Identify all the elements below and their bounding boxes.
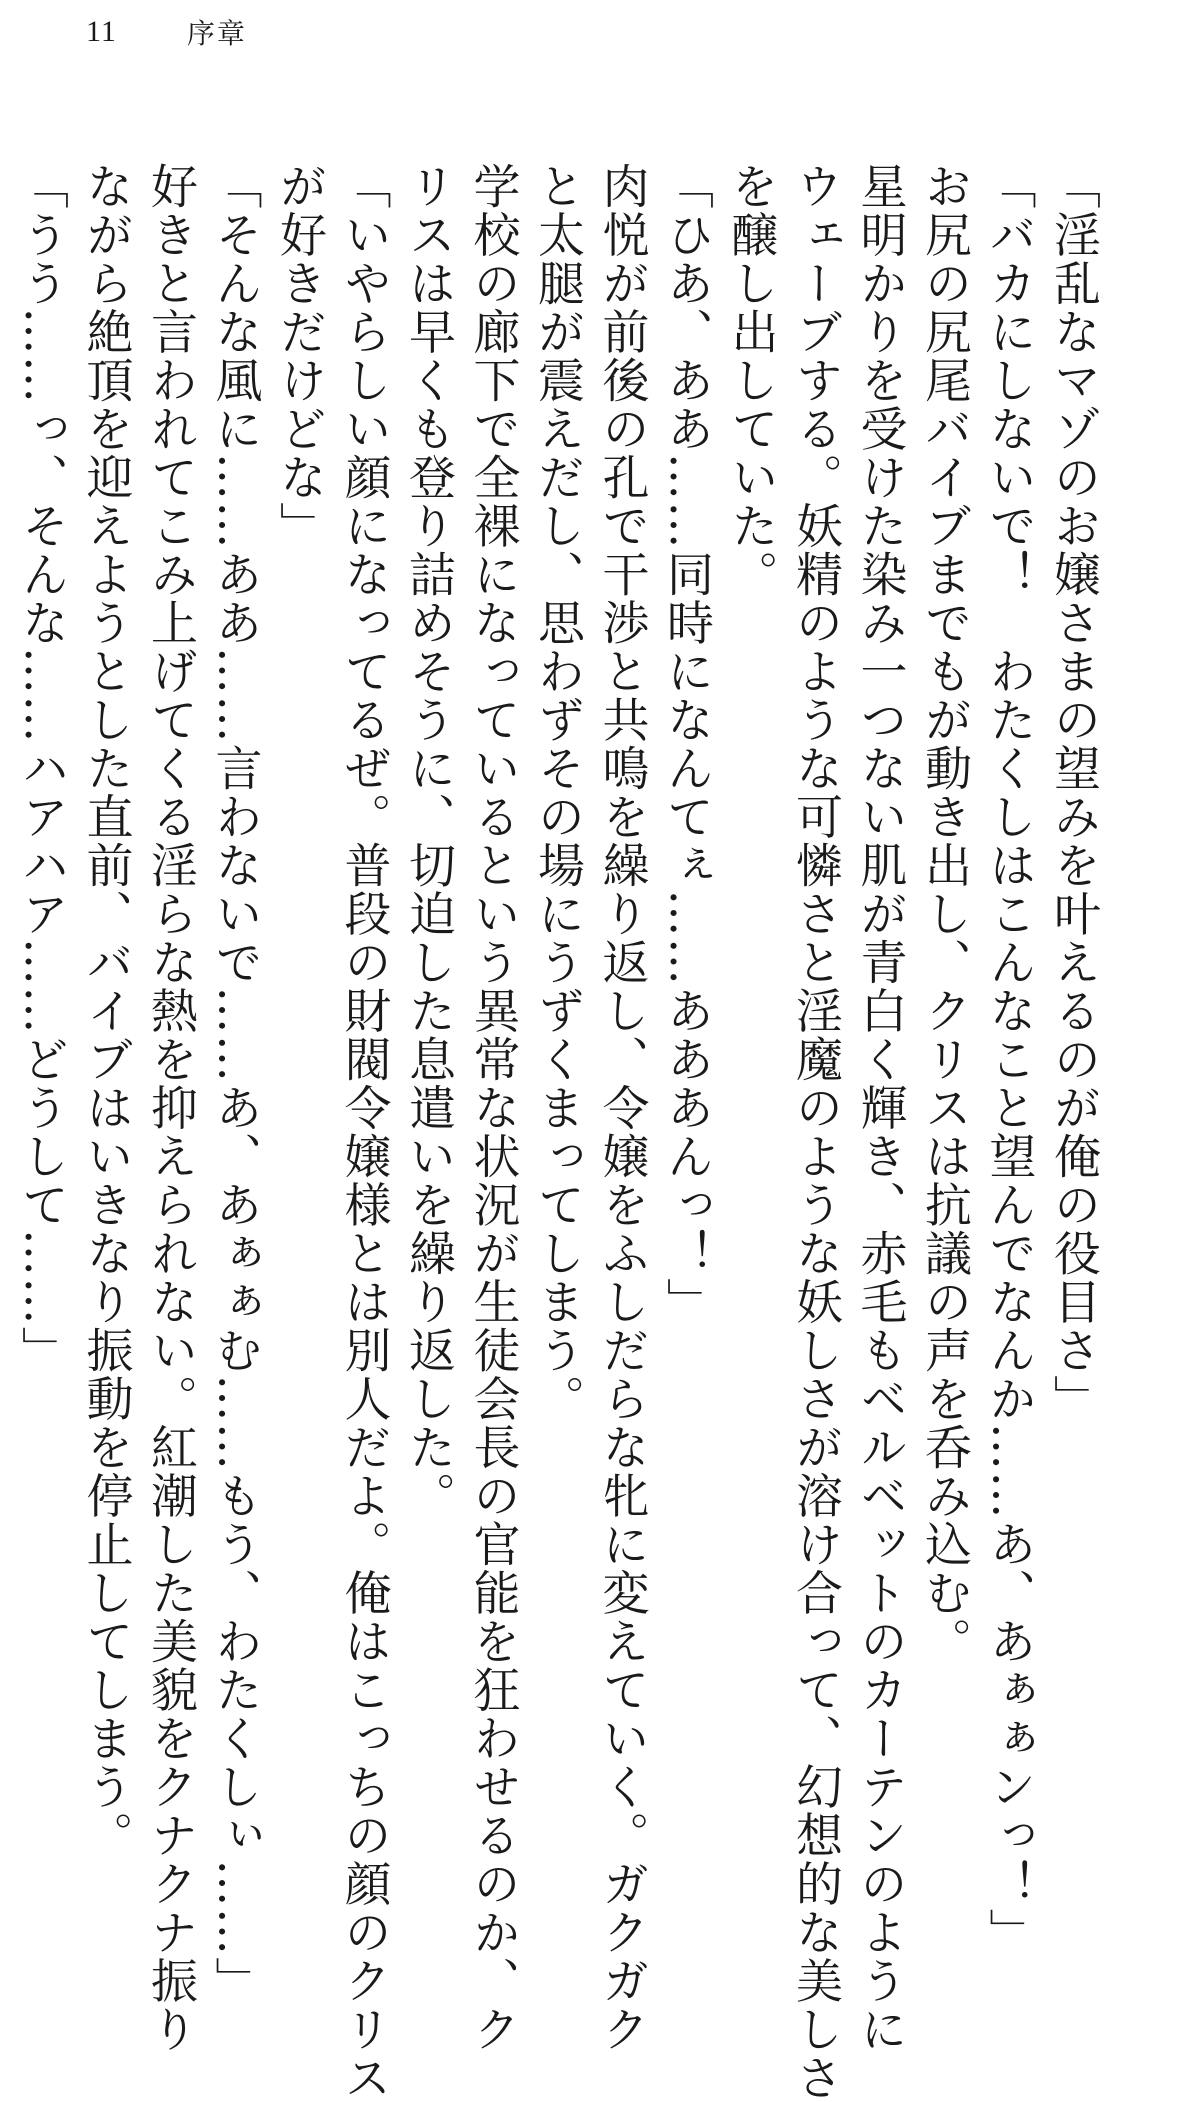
text-line: 「ひあ、ああ……同時になんてぇ……あああんっ！」 — [659, 162, 714, 1326]
text-line: お尻の尻尾バイブまでもが動き出し、クリスは抗議の声を呑み込む。 — [917, 162, 972, 1666]
running-header — [86, 12, 247, 52]
text-line: 星明かりを受けた染み一つない肌が青白く輝き、赤毛もベルベットのカーテンのように — [852, 162, 908, 2054]
page-number: 11 — [86, 15, 117, 48]
text-line: ながら絶頂を迎えようとした直前、バイブはいきなり振動を停止してしまう。 — [78, 162, 134, 1860]
chapter-title: 序章 — [186, 17, 247, 50]
text-line: と太腿が震えだし、思わずその場にうずくまってしまう。 — [530, 162, 585, 1423]
vertical-body-text — [14, 162, 1105, 2102]
text-line: ウェーブする。妖精のような可憐さと淫魔のような妖しさが溶け合って、幻想的な美しさ — [788, 162, 843, 2102]
text-line: が好きだけどな」 — [272, 162, 327, 550]
text-line: を醸し出していた。 — [723, 162, 779, 599]
text-line: 「バカにしないで！ わたくしはこんなこと望んでなんか……あ、あぁぁンっ！」 — [981, 162, 1037, 1957]
text-line: 「うう……っ、そんな……ハアハア……どうして……」 — [14, 162, 69, 1375]
text-line: 好きと言われてこみ上げてくる淫らな熱を抑えられない。紅潮した美貌をクナクナ振り — [143, 162, 198, 2054]
text-line: 「そんな風に……ああ……言わないで……あ、あぁぁむ……もう、わたくしぃ……」 — [207, 162, 263, 2005]
text-line: 肉悦が前後の孔で干渉と共鳴を繰り返し、令嬢をふしだらな牝に変えていく。ガクガク — [594, 162, 650, 2054]
text-line: 学校の廊下で全裸になっているという異常な状況が生徒会長の官能を狂わせるのか、ク — [465, 162, 521, 2054]
text-line: 「淫乱なマゾのお嬢さまの望みを叶えるのが俺の役目さ」 — [1046, 162, 1101, 1423]
text-line: リスは早くも登り詰めそうに、切迫した息遣いを繰り返した。 — [401, 162, 456, 1520]
text-line: 「いやらしい顔になってるぜ。普段の財閥令嬢様とは別人だよ。俺はこっちの顔のクリス — [336, 162, 392, 2102]
